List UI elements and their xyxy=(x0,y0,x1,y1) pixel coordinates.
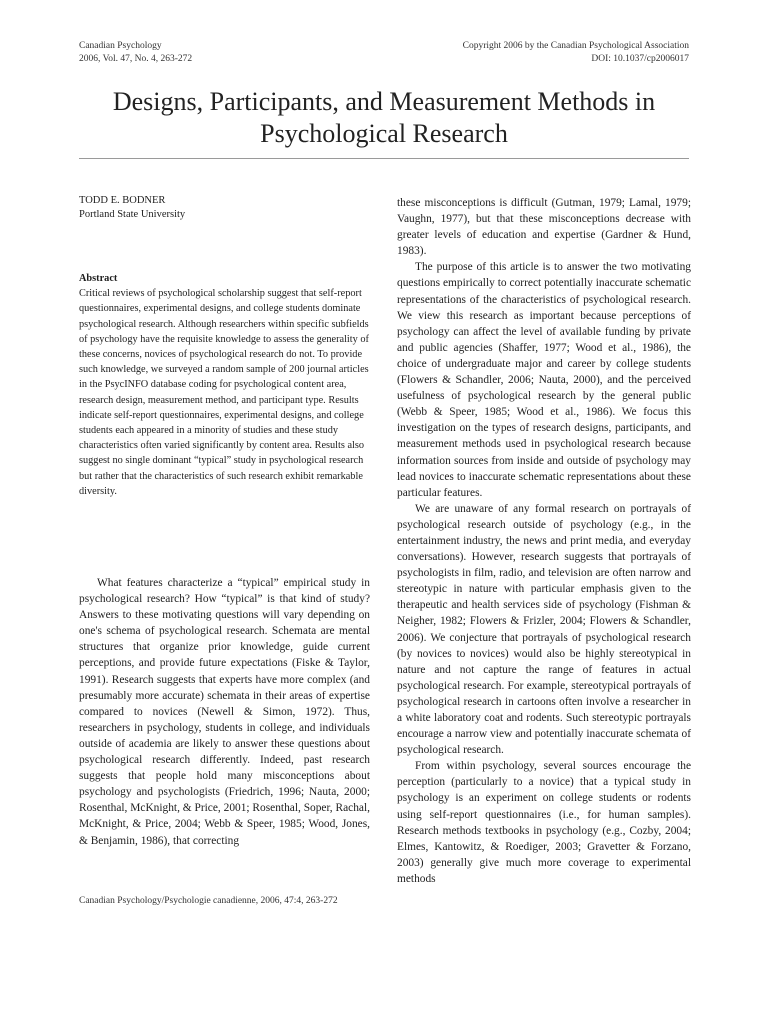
author-name: TODD E. BODNER xyxy=(79,195,166,206)
title-divider xyxy=(79,158,689,159)
body-column-right xyxy=(397,195,691,887)
body-paragraph: We are unaware of any formal research on portrayals of psychological research outside of psychology (e.g., in the entertainment industry, the news and print media, and everyday conversations). However, research suggests that portrayals of psychologists in film, radio, and television are often narrow and stereotypic in nature with particular emphasis given to the therapeutic and health services side of psychology (Fishman & Neigher, 1982; Flowers & Frizler, 2004; Flowers & Schandler, 2006). We conjecture that portrayals of psychological research (by novices to novices) would also be highly stereotypical in nature and not capture the range of features in actual psychological research. For example, stereotypical portrayals of psychological research in cartoons often involve a researcher in a white laboratory coat and rodents. Such stereotypic portrayals encourage a narrow view and potentially inaccurate schemata of psychological research. xyxy=(397,502,691,757)
body-paragraph: these misconceptions is difficult (Gutman, 1979; Lamal, 1979; Vaughn, 1977), but that these misconceptions decrease with greater levels of education and expertise (Gardner & Hund, 1983). xyxy=(397,197,691,258)
running-header-right xyxy=(463,40,689,66)
author-block xyxy=(79,194,185,222)
abstract-heading: Abstract xyxy=(79,273,118,284)
author-affiliation: Portland State University xyxy=(79,209,186,220)
abstract xyxy=(79,271,369,499)
article-title: Designs, Participants, and Measurement Methods in Psychological Research xyxy=(112,87,656,148)
doi: DOI: 10.1037/cp2006017 xyxy=(591,54,689,64)
running-header-left xyxy=(79,40,192,66)
journal-name: Canadian Psychology xyxy=(79,41,162,51)
footer-citation: Canadian Psychology/Psychologie canadienne, 2006, 47:4, 263-272 xyxy=(79,896,338,906)
journal-volume: 2006, Vol. 47, No. 4, 263-272 xyxy=(79,54,193,64)
body-paragraph: What features characterize a “typical” empirical study in psychological research? How “typical” is that kind of study? Answers to these motivating questions will vary depending on one's schema of psychological research. Schemata are mental structures that organize prior knowledge, guide current perceptions, and provide future expectations (Fiske & Taylor, 1991). Research suggests that experts have more complex (and presumably more accurate) schemata in their areas of expertise compared to novices (Newell & Simon, 1972). Thus, researchers in psychology, students in college, and individuals outside of academia are likely to answer these questions about psychological research differently. Indeed, past research suggests that people hold many misconceptions about psychology and psychologists (Friedrich, 1996; Nauta, 2000; Rosenthal, McKnight, & Price, 2001; Rosenthal, Soper, Rachal, McKnight, & Price, 2004; Webb & Speer, 1985; Wood, Jones, & Benjamin, 1986), that correcting xyxy=(79,577,370,847)
body-column-left xyxy=(79,575,370,849)
abstract-text: Critical reviews of psychological scholarship suggest that self-report questionnaires, experimental designs, and college students dominate psychological research. Although researchers within specific subfields of psychology have the requisite knowledge to assess the generality of these concerns, novices of psychological research do not. To provide such knowledge, we surveyed a random sample of 200 journal articles in the PsycINFO database coding for psychological content area, research design, measurement method, and participant type. Results indicate self-report questionnaires, experimental designs, and college students each appeared in a minority of studies and these study characteristics often varied significantly by content area. Results also suggest no single dominant “typical” study in psychological research but rather that the characteristics of such research exhibit remarkable diversity. xyxy=(79,288,369,497)
body-paragraph: The purpose of this article is to answer the two motivating questions empirically to correct potentially inaccurate schematic representations of the characteristics of psychological research. We view this research as important because perceptions of psychology can affect the level of available funding by private and public agencies (Shaffer, 1977; Wood et al., 1986), the choice of undergraduate major and career by college students (Flowers & Schandler, 2006; Nauta, 2000), and the perceived usefulness of psychological research by the general public (Webb & Speer, 1985; Wood et al., 1986). We focus this investigation on the types of research designs, participants, and measurement methods used in psychological research because information sources from inside and outside of psychology may lead novices to inaccurate schematic representations about these particular features. xyxy=(397,261,691,499)
copyright-notice: Copyright 2006 by the Canadian Psychological Association xyxy=(462,41,689,51)
body-paragraph: From within psychology, several sources encourage the perception (particularly to a novice) that a typical study in psychology is an experiment on college students or rodents using self-report questionnaires (i.e., for human samples). Research methods textbooks in psychology (e.g., Cozby, 2004; Elmes, Kantowitz, & Roediger, 2003; Gravetter & Forzano, 2003) generally give much more coverage to experimental methods xyxy=(397,760,691,885)
